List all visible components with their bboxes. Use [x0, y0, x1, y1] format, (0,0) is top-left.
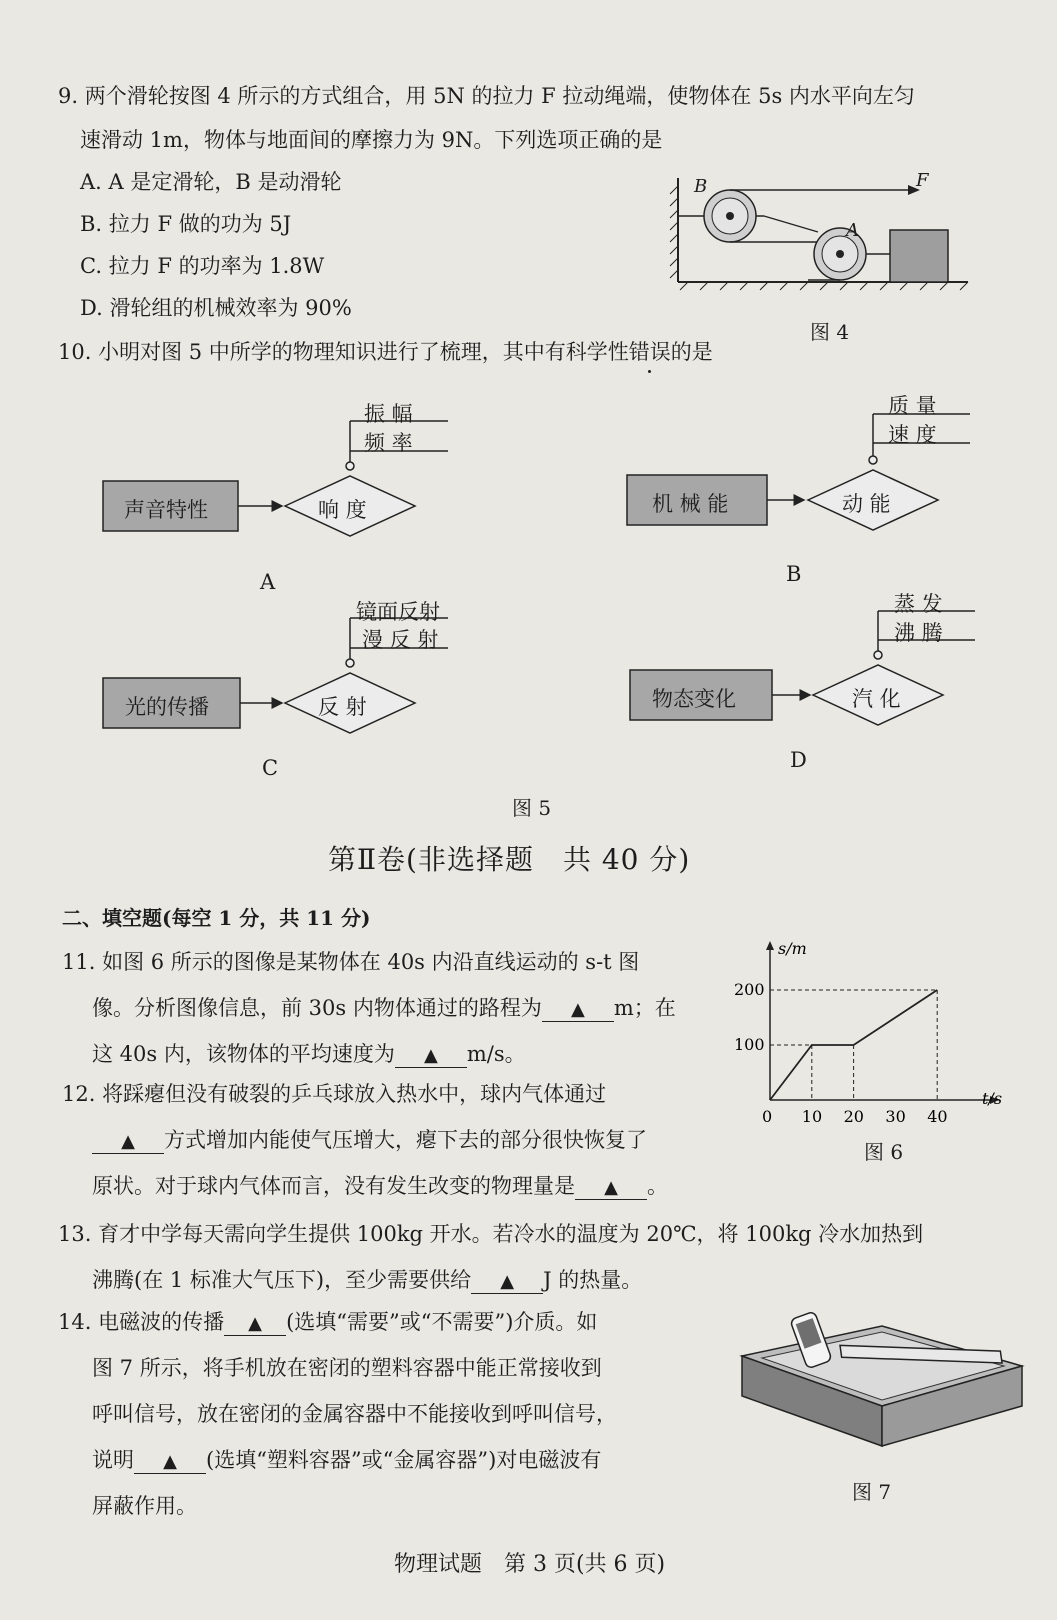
q9-option-d: D. 滑轮组的机械效率为 90% [80, 296, 352, 320]
fig6-caption: 图 6 [864, 1140, 904, 1164]
fig4-label-f: F [916, 170, 929, 191]
q14-line4-text: 说明 [92, 1448, 134, 1472]
fig5-caption: 图 5 [512, 796, 552, 820]
q12-line3-text: 原状。对于球内气体而言，没有发生改变的物理量是 [92, 1174, 575, 1198]
fig5-d-letter: D [790, 748, 807, 772]
x-tick-label: 20 [843, 1107, 864, 1126]
q11-line3 [92, 1042, 526, 1068]
fig5-a-box: 声音特性 [124, 498, 208, 522]
x-tick-label: 10 [801, 1107, 823, 1126]
fig5-a-diamond: 响 度 [318, 498, 367, 522]
y-axis-label: s/m [778, 939, 807, 958]
q14-blank-1[interactable] [224, 1310, 286, 1336]
figure-6-st-chart [734, 939, 1030, 1130]
x-tick-label: 40 [927, 1107, 948, 1126]
fig5-a-top1: 振 幅 [364, 402, 413, 426]
q10-emphasis: 错误 [628, 340, 671, 364]
q13-line2-unit: J 的热量。 [543, 1268, 643, 1292]
fig7-caption: 图 7 [852, 1480, 892, 1504]
fig5-b-diamond: 动 能 [842, 492, 891, 516]
q13-line1: 13. 育才中学每天需向学生提供 100kg 开水。若冷水的温度为 20℃，将 100kg 冷水加热到 [58, 1222, 924, 1246]
fig5-c-top2: 漫 反 射 [362, 628, 439, 652]
q12-line2-text: 方式增加内能使气压增大，瘪下去的部分很快恢复了 [164, 1128, 647, 1152]
fig5-c-top1: 镜面反射 [356, 600, 440, 624]
blank-marker: ▲ [248, 1313, 262, 1334]
q11-line2-unit: m；在 [613, 996, 676, 1020]
q11-line2-text: 像。分析图像信息，前 30s 内物体通过的路程为 [92, 996, 542, 1020]
q11-line3-unit: m/s。 [466, 1042, 526, 1066]
fig4-label-b: B [694, 176, 708, 197]
fig5-a-top2: 频 率 [364, 431, 413, 455]
q12-line1: 12. 将踩瘪但没有破裂的乒乓球放入热水中，球内气体通过 [62, 1082, 607, 1106]
q9-line2: 速滑动 1m，物体与地面间的摩擦力为 9N。下列选项正确的是 [80, 128, 663, 152]
fig4-label-a: A [846, 220, 859, 241]
fig5-b-box: 机 械 能 [652, 492, 729, 516]
q12-line3-end: 。 [647, 1174, 668, 1198]
q9-option-b: B. 拉力 F 做的功为 5J [80, 212, 292, 236]
q12-blank-2[interactable] [575, 1174, 647, 1200]
fig5-c-letter: C [262, 756, 279, 780]
q10-text-after: 的是 [670, 340, 713, 364]
fig5-a-letter: A [260, 570, 276, 594]
q14-line3: 呼叫信号，放在密闭的金属容器中不能接收到呼叫信号， [92, 1402, 617, 1426]
q14-line1-text: 14. 电磁波的传播 [58, 1310, 225, 1334]
fig5-d-top1: 蒸 发 [894, 592, 943, 616]
q12-line3 [92, 1174, 668, 1200]
q11-blank-2[interactable] [395, 1042, 467, 1068]
q14-line2: 图 7 所示，将手机放在密闭的塑料容器中能正常接收到 [92, 1356, 602, 1380]
q12-blank-1[interactable] [92, 1128, 164, 1154]
fig5-b-letter: B [786, 562, 802, 586]
y-tick-label: 200 [734, 980, 765, 999]
blank-marker: ▲ [121, 1131, 135, 1152]
q9-line1: 9. 两个滑轮按图 4 所示的方式组合，用 5N 的拉力 F 拉动绳端，使物体在 5s 内水平向左匀 [58, 84, 915, 108]
blank-marker: ▲ [163, 1451, 177, 1472]
x-tick-label: 0 [762, 1107, 773, 1126]
section-2-heading: 二、填空题(每空 1 分，共 11 分) [62, 906, 371, 930]
q11-line1: 11. 如图 6 所示的图像是某物体在 40s 内沿直线运动的 s-t 图 [62, 950, 640, 974]
x-axis-label: t/s [982, 1089, 1003, 1108]
fig5-b-top2: 速 度 [888, 423, 937, 447]
fig4-caption: 图 4 [810, 320, 850, 344]
q13-blank-1[interactable] [471, 1268, 543, 1294]
q11-line3-text: 这 40s 内，该物体的平均速度为 [92, 1042, 395, 1066]
fig5-d-top2: 沸 腾 [894, 621, 943, 645]
q14-line4 [92, 1448, 601, 1474]
q14-line5: 屏蔽作用。 [92, 1494, 197, 1518]
fig5-c-box: 光的传播 [125, 695, 209, 719]
q14-line1-rest: (选填“需要”或“不需要”)介质。如 [286, 1310, 598, 1334]
x-tick-label: 30 [885, 1107, 906, 1126]
q14-line4-rest: (选填“塑料容器”或“金属容器”)对电磁波有 [206, 1448, 602, 1472]
q13-line2 [92, 1268, 642, 1294]
q13-line2-text: 沸腾(在 1 标准大气压下)，至少需要供给 [92, 1268, 472, 1292]
y-axis-arrow [766, 941, 774, 950]
blank-marker: ▲ [423, 1045, 438, 1066]
blank-marker: ▲ [500, 1271, 515, 1292]
blank-marker: ▲ [604, 1177, 618, 1198]
fig5-d-diamond: 汽 化 [852, 687, 901, 711]
section-2-title: 第Ⅱ卷(非选择题 共 40 分) [328, 843, 691, 876]
q14-blank-2[interactable] [134, 1448, 206, 1474]
y-tick-label: 100 [734, 1035, 765, 1054]
figure-7-phone-container [732, 1306, 1032, 1476]
fig5-c-diamond: 反 射 [318, 695, 367, 719]
q10-text-before: 10. 小明对图 5 中所学的物理知识进行了梳理，其中有科学性 [58, 340, 629, 364]
q12-line2 [92, 1128, 647, 1154]
page-footer: 物理试题 第 3 页(共 6 页) [394, 1552, 666, 1577]
q9-option-a: A. A 是定滑轮，B 是动滑轮 [80, 170, 342, 194]
q14-line1 [58, 1310, 597, 1336]
blank-marker: ▲ [570, 999, 585, 1020]
q11-blank-1[interactable] [542, 996, 614, 1022]
q9-option-c: C. 拉力 F 的功率为 1.8W [80, 254, 325, 278]
q11-line2 [92, 996, 676, 1022]
fig5-b-top1: 质 量 [888, 394, 937, 418]
fig5-d-box: 物态变化 [652, 687, 736, 711]
